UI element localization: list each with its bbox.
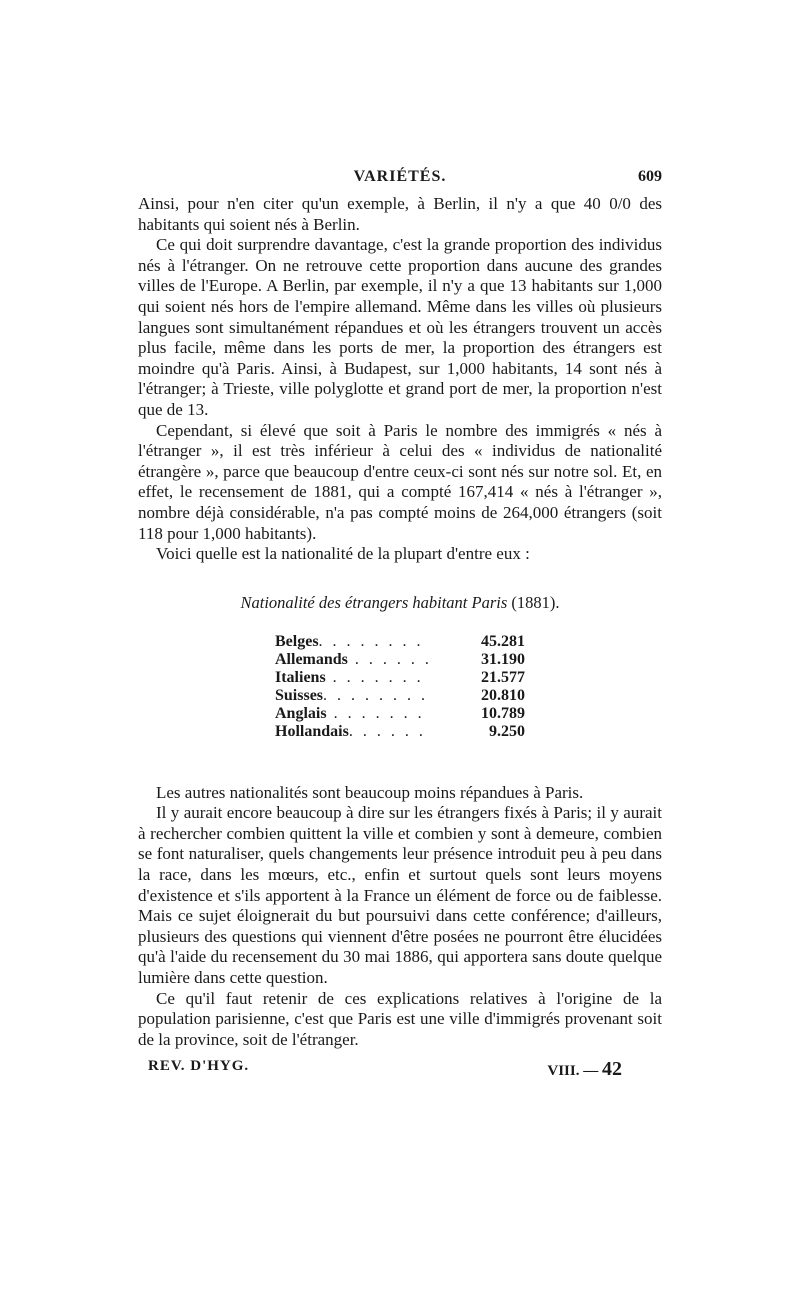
leader-dots: . . . . . . . <box>326 704 425 722</box>
paragraph-1: Ainsi, pour n'en citer qu'un exemple, à Berlin, il n'y a que 40 0/0 des habitants qui soient nés à Berlin. <box>138 194 662 234</box>
table-row <box>275 723 525 741</box>
table-row <box>275 633 525 651</box>
leader-dots: . . . . . . <box>347 650 432 668</box>
signature-number: 42 <box>602 1058 622 1081</box>
table-row <box>275 669 525 687</box>
row-label: Allemands <box>275 650 348 668</box>
row-label: Italiens <box>275 668 326 686</box>
row-value: 10.789 <box>481 704 525 722</box>
paragraph-4: Voici quelle est la nationalité de la plupart d'entre eux : <box>156 544 530 564</box>
paragraph-5: Les autres nationalités sont beaucoup moins répandues à Paris. <box>156 782 584 802</box>
table-caption-text: Nationalité des étrangers habitant Paris <box>240 592 508 612</box>
running-title: VARIÉTÉS. <box>353 168 447 185</box>
paragraph-6: Il y aurait encore beaucoup à dire sur les étrangers fixés à Paris; il y aurait à rechercher combien quittent la ville et combien y sont à demeure, combien se font naturaliser, quels changements leur présence introduit peu à peu dans la race, dans les mœurs, etc., enfin et surtout quels sont leurs moyens d'existence et s'ils apportent à la France un élément de force ou de faiblesse. Mais ce sujet éloignerait du but poursuivi dans cette conférence; d'ailleurs, plusieurs des questions qui viennent d'être posées ne pourront être élucidées qu'à l'aide du recensement du 30 mai 1886, qui apportera sans doute quelque lumière dans cette question. <box>138 803 662 988</box>
leader-dots: . . . . . . . <box>325 668 424 686</box>
signature-mark <box>547 1058 622 1081</box>
row-value: 20.810 <box>481 686 525 704</box>
row-value: 45.281 <box>481 632 525 650</box>
table-caption-year: (1881). <box>511 592 560 612</box>
paragraph-2: Ce qui doit surprendre davantage, c'est la grande proportion des individus nés à l'étranger. On ne retrouve cette proportion dans aucune des grandes villes de l'Europe. A Berlin, par exemple, il n'y a que 13 habitants sur 1,000 qui soient nés hors de l'empire allemand. Même dans les villes où plusieurs langues sont simultanément répandues et où les étrangers trouvent un accès plus facile, même dans les ports de mer, la proportion des étrangers est moindre qu'à Paris. Ainsi, à Budapest, sur 1,000 habitants, 14 sont nés à l'étranger; à Trieste, ville polyglotte et grand port de mer, la proportion n'est que de 13. <box>138 235 662 419</box>
paragraph-7: Ce qu'il faut retenir de ces explications relatives à l'origine de la population parisienne, c'est que Paris est une ville d'immigrés provenant soit de la province, soit de l'étranger. <box>138 988 662 1049</box>
leader-dots: . . . . . . . . <box>318 632 424 650</box>
table-row <box>275 687 525 705</box>
page-number: 609 <box>638 168 662 185</box>
volume-number: VIII. — <box>547 1063 599 1080</box>
paragraph-3: Cependant, si élevé que soit à Paris le nombre des immigrés « nés à l'étranger », il est très inférieur à celui des « individus de nationalité étrangère », parce que beaucoup d'entre ceux-ci sont nés sur notre sol. Et, en effet, le recensement de 1881, qui a compté 167,414 « nés à l'étranger », nombre déjà considérable, n'a pas compté moins de 264,000 étrangers (soit 118 pour 1,000 habitants). <box>138 420 662 543</box>
row-label: Anglais <box>275 704 327 722</box>
leader-dots: . . . . . . . . <box>323 686 429 704</box>
table-row <box>275 651 525 669</box>
row-label: Hollandais <box>275 722 349 740</box>
row-value: 31.190 <box>481 650 525 668</box>
row-value: 21.577 <box>481 668 525 686</box>
row-value: 9.250 <box>489 722 525 740</box>
row-label: Suisses <box>275 686 324 704</box>
page <box>138 168 662 1082</box>
running-head <box>138 168 662 194</box>
row-label: Belges <box>275 632 319 650</box>
page-footer <box>138 1058 662 1082</box>
journal-abbreviation: REV. D'HYG. <box>148 1058 250 1075</box>
table-caption <box>138 593 662 613</box>
leader-dots: . . . . . . <box>348 722 426 740</box>
nationality-table <box>275 633 525 741</box>
table-row <box>275 705 525 723</box>
